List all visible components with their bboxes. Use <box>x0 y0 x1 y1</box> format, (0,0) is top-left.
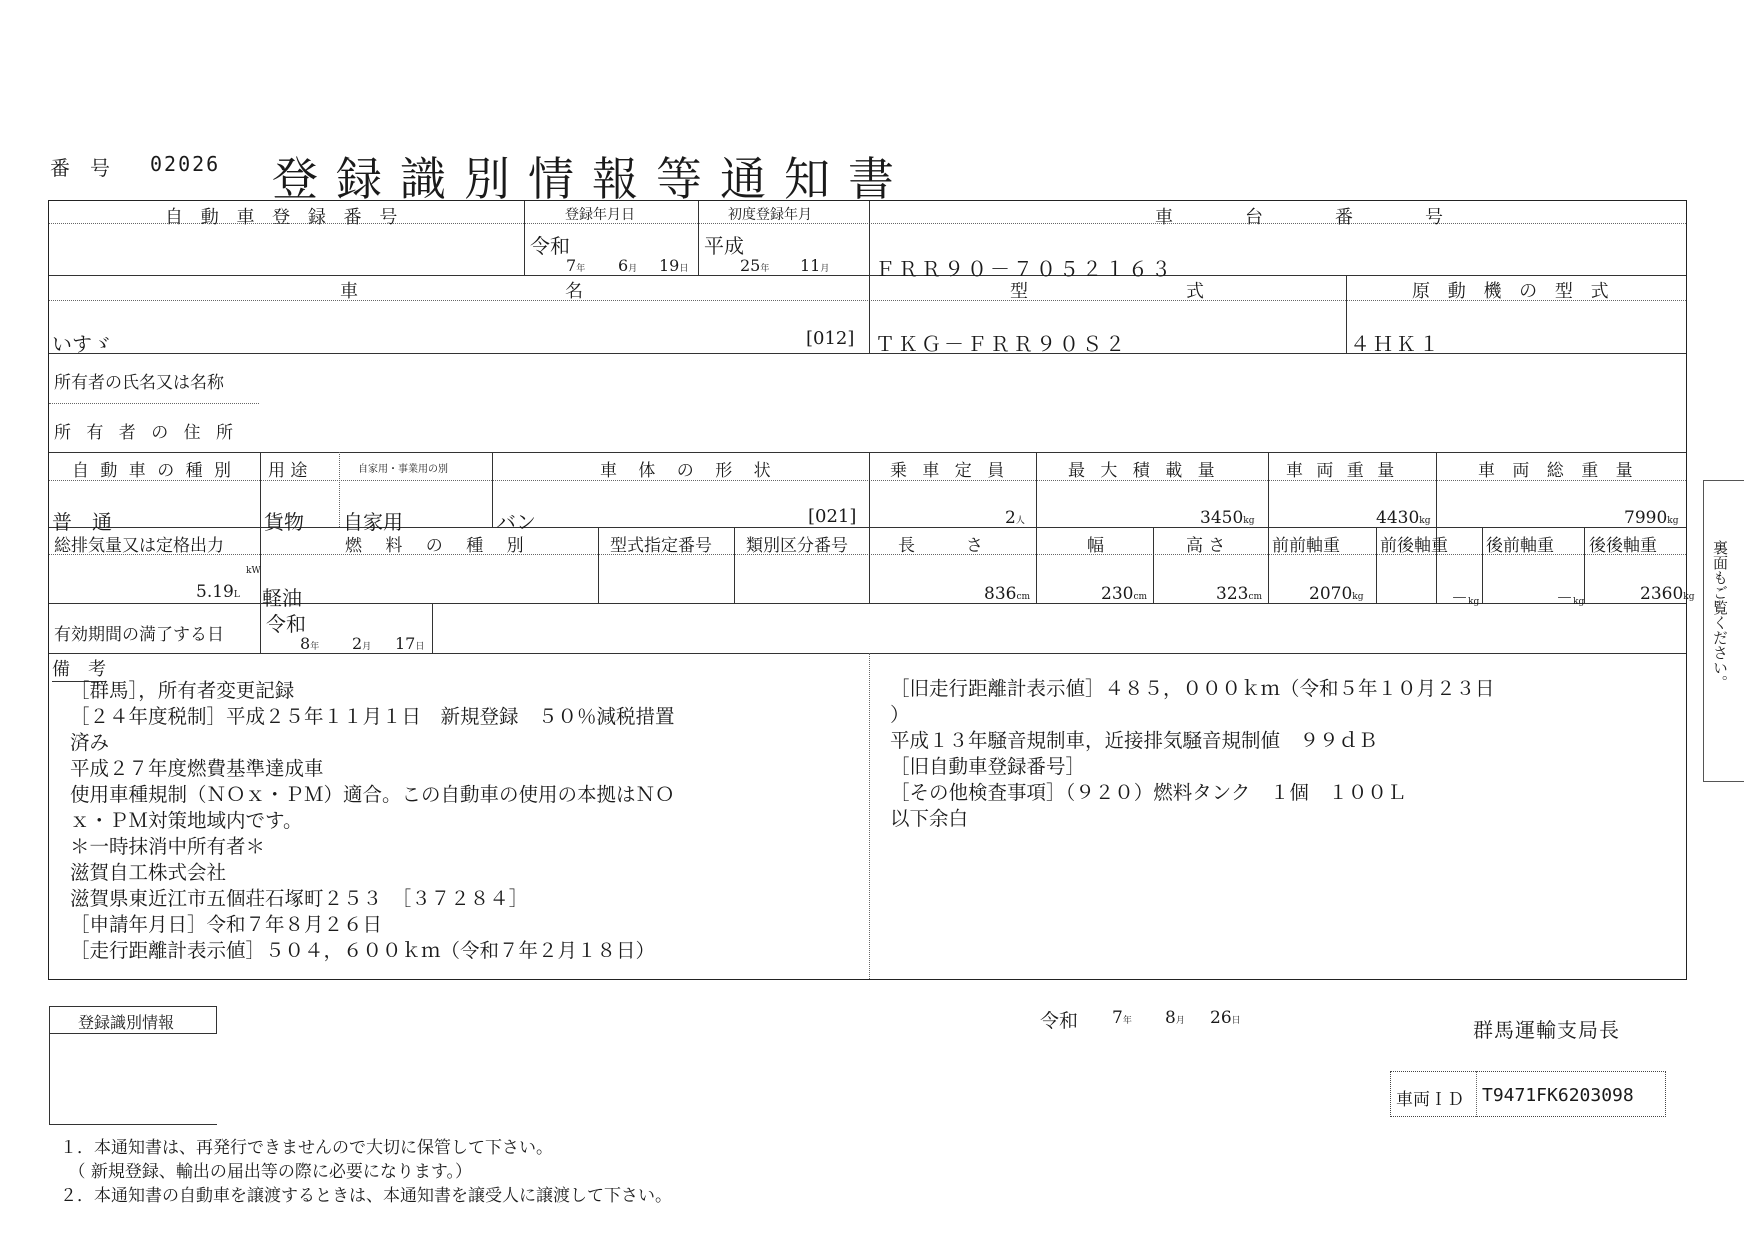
header-model: 式 <box>1186 281 1210 302</box>
body-shape: バン <box>496 510 536 534</box>
divider <box>869 653 870 979</box>
header-fuel: 燃 料 の 種 別 <box>345 536 533 556</box>
remarks-line: ［旧自動車登録番号］ <box>890 755 1086 778</box>
issue-day: 26日 <box>1210 1008 1241 1028</box>
header-rear-front-axle: 後前軸重 <box>1486 536 1554 556</box>
chassis-number: ＦＲＲ９０－７０５２１６３ <box>875 257 1174 281</box>
header-car-name: 名 <box>565 281 589 302</box>
remarks-left <box>70 678 675 964</box>
displacement: 5.19L <box>196 582 240 602</box>
body-code: [021] <box>808 506 857 527</box>
reg-date-era: 令和 <box>530 234 570 258</box>
fuel-type: 軽油 <box>262 586 302 610</box>
usage: 貨物 <box>264 510 304 534</box>
header-engine: 原 動 機 の 型 式 <box>1412 281 1615 302</box>
first-reg-month: 11月 <box>800 256 830 275</box>
model: ＴＫＧ－ＦＲＲ９０Ｓ２ <box>875 332 1128 356</box>
divider <box>1482 527 1483 603</box>
max-load: 3450kg <box>1200 508 1255 528</box>
document-number: 02026 <box>150 152 221 176</box>
remarks-line: ［その他検査事項］（９２０）燃料タンク １個 １００Ｌ <box>890 781 1407 804</box>
divider <box>49 1124 217 1125</box>
remarks-line: 使用車種規制（ＮＯｘ・ＰＭ）適合。この自動車の使用の本拠はＮＯ <box>70 783 675 806</box>
divider <box>598 527 599 603</box>
height: 323cm <box>1216 584 1263 604</box>
header-owner-name: 所有者の氏名又は名称 <box>54 373 224 393</box>
reg-date-month: 6月 <box>618 256 638 275</box>
vehicle-class: 普 通 <box>52 510 112 534</box>
divider <box>339 452 340 527</box>
rear-rear-axle-weight: 2360kg <box>1640 584 1695 604</box>
divider <box>1153 527 1154 603</box>
header-length: 長 さ <box>898 536 983 556</box>
divider <box>49 452 1686 453</box>
divider <box>869 452 870 603</box>
length: 836cm <box>984 584 1031 604</box>
car-name: いすゞ <box>52 332 112 356</box>
remarks-line: ［２４年度税制］平成２５年１１月１日 新規登録 ５０％減税措置 <box>70 705 675 728</box>
header-capacity: 乗 車 定 員 <box>890 461 1010 481</box>
header-expiry: 有効期間の満了する日 <box>54 625 224 645</box>
reg-date-day: 19日 <box>659 256 689 275</box>
divider <box>49 275 1686 276</box>
vehicle-id-label: 車両ＩＤ <box>1396 1090 1464 1110</box>
first-reg-year: 25年 <box>740 256 770 275</box>
front-front-axle-weight: 2070kg <box>1309 584 1364 604</box>
width: 230cm <box>1101 584 1148 604</box>
footer-notes <box>60 1136 672 1208</box>
header-displacement: 総排気量又は定格出力 <box>54 536 224 556</box>
divider <box>49 403 259 404</box>
remarks-line: 滋賀県東近江市五個荘石塚町２５３ ［３７２８４］ <box>70 887 529 910</box>
divider <box>869 201 870 353</box>
divider <box>1476 1071 1477 1117</box>
header-owner-address: 所 有 者 の 住 所 <box>54 423 239 443</box>
header-usage: 用 途 <box>268 461 308 481</box>
private-business: 自家用 <box>343 510 403 534</box>
document-number-label: 番 号 <box>50 156 110 180</box>
header-front-rear-axle: 前後軸重 <box>1380 536 1448 556</box>
header-private-business: 自家用・事業用の別 <box>358 464 448 475</box>
divider <box>734 527 735 603</box>
front-rear-axle-weight: －kg <box>1451 589 1480 609</box>
divider <box>1376 527 1377 603</box>
document-title: 登録識別情報等通知書 <box>272 152 912 206</box>
remarks-line: ［申請年月日］令和７年８月２６日 <box>70 913 383 936</box>
divider <box>49 653 1686 654</box>
model-code: [012] <box>806 328 855 349</box>
header-max-load: 最 大 積 載 量 <box>1068 461 1220 481</box>
reg-id-info-label: 登録識別情報 <box>78 1013 175 1032</box>
header-first-reg: 初度登録年月 <box>728 207 812 223</box>
vehicle-weight: 4430kg <box>1376 508 1431 528</box>
divider <box>1268 452 1269 603</box>
footer-note-line: ２．本通知書の自動車を譲渡するときは、本通知書を譲受人に譲渡して下さい。 <box>60 1186 672 1206</box>
engine-model: ４ＨＫ１ <box>1350 332 1442 356</box>
footer-note-line: （ 新規登録、輸出の届出等の際に必要になります。） <box>60 1162 473 1182</box>
divider <box>260 452 261 653</box>
expiry-month: 2月 <box>352 634 372 653</box>
header-rear-rear-axle: 後後軸重 <box>1589 536 1657 556</box>
expiry-era: 令和 <box>266 612 306 636</box>
header-width: 幅 <box>1087 536 1104 556</box>
divider <box>1436 452 1437 603</box>
header-body-shape: 車 体 の 形 状 <box>600 461 779 481</box>
divider <box>432 603 433 653</box>
header-model: 型 <box>1010 281 1034 302</box>
header-class-number: 類別区分番号 <box>746 536 848 556</box>
vehicle-id: T9471FK6203098 <box>1482 1085 1634 1106</box>
header-vehicle-class: 自 動 車 の 種 別 <box>72 461 235 481</box>
issuing-authority: 群馬運輸支局長 <box>1473 1018 1620 1042</box>
remarks-line: ［走行距離計表示値］５０４，６００ｋｍ（令和７年２月１８日） <box>70 939 656 962</box>
remarks-line: ） <box>890 703 910 726</box>
divider <box>698 201 699 275</box>
header-reg-date: 登録年月日 <box>565 207 635 223</box>
header-remarks: 備 考 <box>52 655 106 682</box>
divider <box>492 452 493 527</box>
remarks-line: 滋賀自工株式会社 <box>70 861 227 884</box>
header-weight: 車 両 重 量 <box>1286 461 1399 481</box>
issue-year: 7年 <box>1112 1008 1132 1028</box>
reg-date-year: 7年 <box>566 256 586 275</box>
expiry-year: 8年 <box>300 634 320 653</box>
header-chassis: 車 台 番 号 <box>1155 207 1455 228</box>
header-gross-weight: 車 両 総 重 量 <box>1478 461 1639 481</box>
issue-month: 8月 <box>1165 1008 1185 1028</box>
divider <box>49 1034 50 1124</box>
remarks-right <box>890 676 1495 832</box>
remarks-line: ＊一時抹消中所有者＊ <box>70 835 266 858</box>
issue-era: 令和 <box>1040 1010 1079 1032</box>
divider <box>1036 452 1037 603</box>
remarks-line: ［旧走行距離計表示値］４８５，０００ｋｍ（令和５年１０月２３日 <box>890 677 1495 700</box>
header-car-name: 車 <box>340 281 364 302</box>
remarks-line: 以下余白 <box>890 807 969 830</box>
divider <box>1346 275 1347 353</box>
first-reg-era: 平成 <box>704 234 744 258</box>
header-height: 高 さ <box>1186 536 1226 556</box>
header-front-front-axle: 前前軸重 <box>1272 536 1340 556</box>
header-reg-number: 自 動 車 登 録 番 号 <box>165 207 404 228</box>
remarks-line: 平成２７年度燃費基準達成車 <box>70 757 324 780</box>
rear-front-axle-weight: －kg <box>1556 589 1585 609</box>
expiry-day: 17日 <box>395 634 425 653</box>
footer-note-line: １．本通知書は、再発行できませんので大切に保管して下さい。 <box>60 1138 553 1158</box>
displacement-unit: kW <box>246 566 261 576</box>
header-type-designation: 型式指定番号 <box>610 536 712 556</box>
gross-weight: 7990kg <box>1624 508 1679 528</box>
remarks-line: 平成１３年騒音規制車，近接排気騒音規制値 ９９ｄＢ <box>890 729 1378 752</box>
side-note: 裏面もご覧ください。 <box>1711 540 1729 690</box>
remarks-line: 済み <box>70 731 110 754</box>
remarks-line: ｘ・ＰＭ対策地域内です。 <box>70 809 303 832</box>
capacity: 2人 <box>1005 508 1025 528</box>
remarks-line: ［群馬］，所有者変更記録 <box>70 679 295 702</box>
divider <box>524 201 525 275</box>
